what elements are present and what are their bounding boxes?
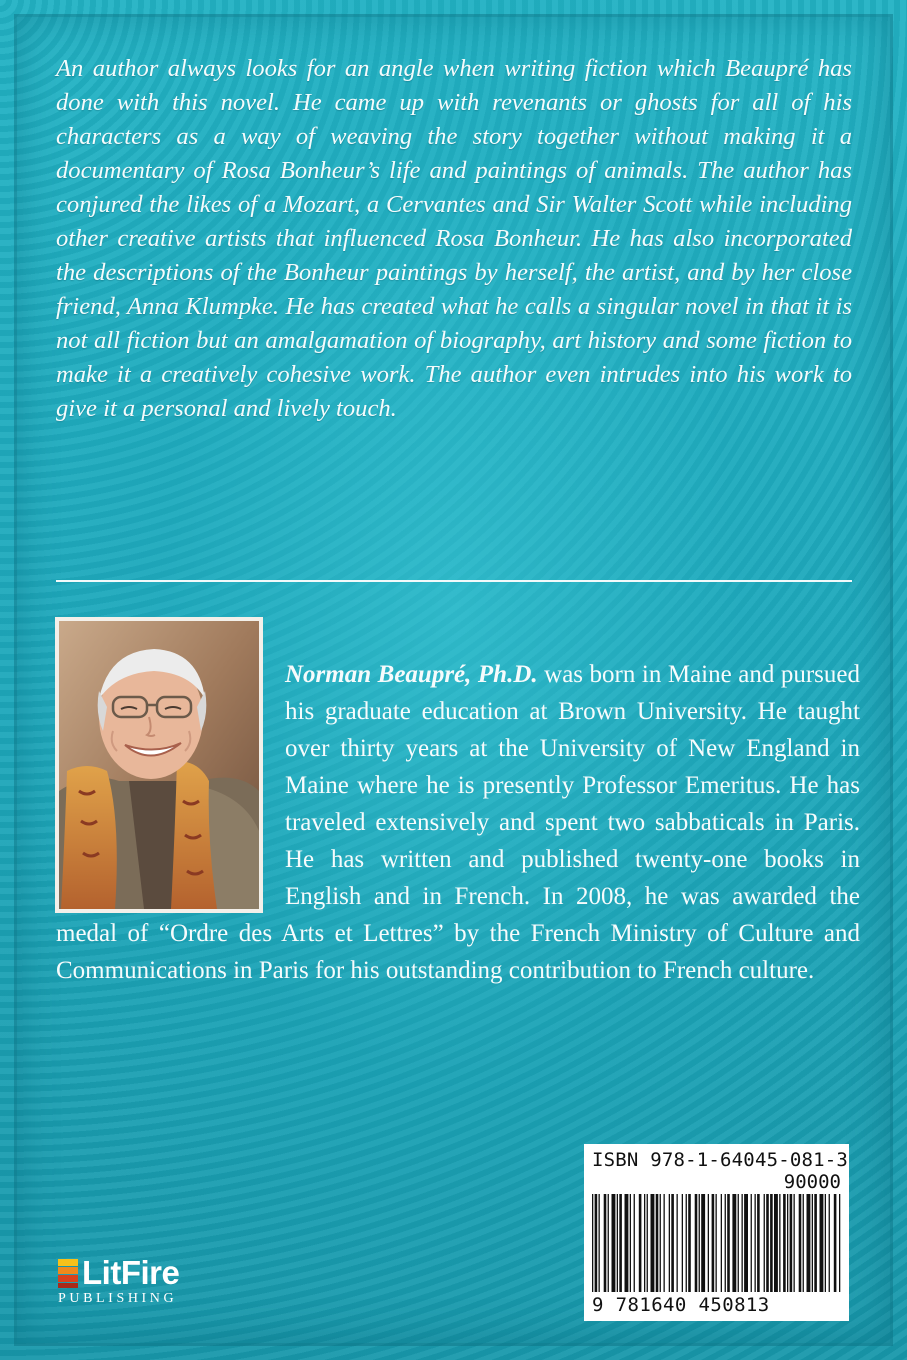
barcode-bar	[664, 1194, 665, 1292]
book-blurb: An author always looks for an angle when writing fiction which Beaupré has done with this novel. He came up with revenants or ghosts for all of his characters as a way of weaving the story together without making it a documentary of Rosa Bonheur’s life and paintings of animals. The author has conjured the likes of a Mozart, a Cervantes and Sir Walter Scott while including other creative artists that influenced Rosa Bonheur. He has also incorporated the descriptions of the Bonheur paintings by herself, the artist, and by her close friend, Anna Klumpke. He has created what he calls a singular novel in that it is not all fiction but an amalgamation of biography, art history and some fiction to make it a creatively cohesive work. The author even intrudes into his work to give it a personal and lively touch.	[56, 55, 852, 422]
barcode-bar	[774, 1194, 778, 1292]
barcode-bar	[625, 1194, 629, 1292]
barcode-bar	[712, 1194, 715, 1292]
barcode-bar	[669, 1194, 670, 1292]
barcode-bar	[732, 1194, 736, 1292]
barcode-bar	[744, 1194, 748, 1292]
barcode-bar	[619, 1194, 622, 1292]
barcode-bar	[721, 1194, 722, 1292]
barcode-bar	[803, 1194, 804, 1292]
barcode-bar	[727, 1194, 730, 1292]
barcode-bars	[592, 1194, 841, 1292]
barcode-bar	[677, 1194, 678, 1292]
barcode-bar	[807, 1194, 811, 1292]
barcode-graphic	[592, 1194, 841, 1292]
barcode-bar	[755, 1194, 756, 1292]
barcode-bar	[757, 1194, 760, 1292]
barcode-bar	[592, 1194, 593, 1292]
author-name: Norman Beaupré, Ph.D.	[285, 661, 538, 688]
barcode-bar	[764, 1194, 765, 1292]
barcode-bar	[599, 1194, 600, 1292]
barcode-bar	[783, 1194, 786, 1292]
barcode-bar	[766, 1194, 769, 1292]
barcode-bar	[825, 1194, 826, 1292]
barcode-bar	[716, 1194, 717, 1292]
publisher-logo	[56, 1253, 216, 1309]
barcode-bar	[742, 1194, 743, 1292]
barcode-bar	[751, 1194, 752, 1292]
publisher-tagline: PUBLISHING	[58, 1291, 178, 1306]
section-divider	[56, 580, 852, 582]
barcode-bar	[656, 1194, 659, 1292]
barcode-bar	[647, 1194, 648, 1292]
barcode-bar	[612, 1194, 616, 1292]
barcode-bar	[639, 1194, 642, 1292]
barcode-bar	[651, 1194, 655, 1292]
barcode-bar	[779, 1194, 780, 1292]
barcode-bar	[660, 1194, 661, 1292]
publisher-mark-icon	[56, 1257, 80, 1289]
isbn-label: ISBN 978-1-64045-081-3	[592, 1149, 849, 1171]
barcode-bar	[634, 1194, 635, 1292]
barcode-bar	[790, 1194, 793, 1292]
barcode-bar	[608, 1194, 609, 1292]
barcode-bar	[595, 1194, 598, 1292]
barcode-bar	[701, 1194, 705, 1292]
author-bio	[56, 656, 860, 989]
ean-digits: 9 781640 450813	[592, 1294, 770, 1316]
barcode-bar	[708, 1194, 709, 1292]
barcode-bar	[799, 1194, 802, 1292]
barcode-bar	[604, 1194, 607, 1292]
barcode-bar	[794, 1194, 795, 1292]
price-code: 90000	[783, 1171, 841, 1193]
isbn-barcode	[584, 1144, 849, 1321]
barcode-bar	[814, 1194, 817, 1292]
publisher-name: LitFire	[82, 1254, 180, 1291]
barcode-bar	[699, 1194, 700, 1292]
barcode-bar	[630, 1194, 631, 1292]
barcode-bar	[617, 1194, 618, 1292]
barcode-bar	[770, 1194, 773, 1292]
barcode-bar	[682, 1194, 683, 1292]
barcode-bar	[829, 1194, 830, 1292]
barcode-bar	[688, 1194, 691, 1292]
barcode-bar	[725, 1194, 726, 1292]
barcode-bar	[644, 1194, 645, 1292]
barcode-bar	[839, 1194, 840, 1292]
photo-wrap-spacer	[56, 656, 285, 915]
author-bio-text: was born in Maine and pursued his graduate education at Brown University. He taught over thirty years at the University of New England in Maine where he is presently Professor Emeritus. He has traveled extensively and spent two sabbaticals in Paris. He has written and published twenty-one books in English and in French. In 2008, he was awarded the medal of “Ordre des Arts et Lettres” by the French Ministry of Culture and Communications in Paris for his outstanding contribution to French culture.	[56, 661, 860, 984]
barcode-bar	[695, 1194, 698, 1292]
barcode-bar	[787, 1194, 788, 1292]
barcode-bar	[820, 1194, 824, 1292]
barcode-bar	[671, 1194, 674, 1292]
barcode-bar	[834, 1194, 837, 1292]
barcode-bar	[686, 1194, 687, 1292]
barcode-bar	[812, 1194, 813, 1292]
barcode-bar	[738, 1194, 739, 1292]
